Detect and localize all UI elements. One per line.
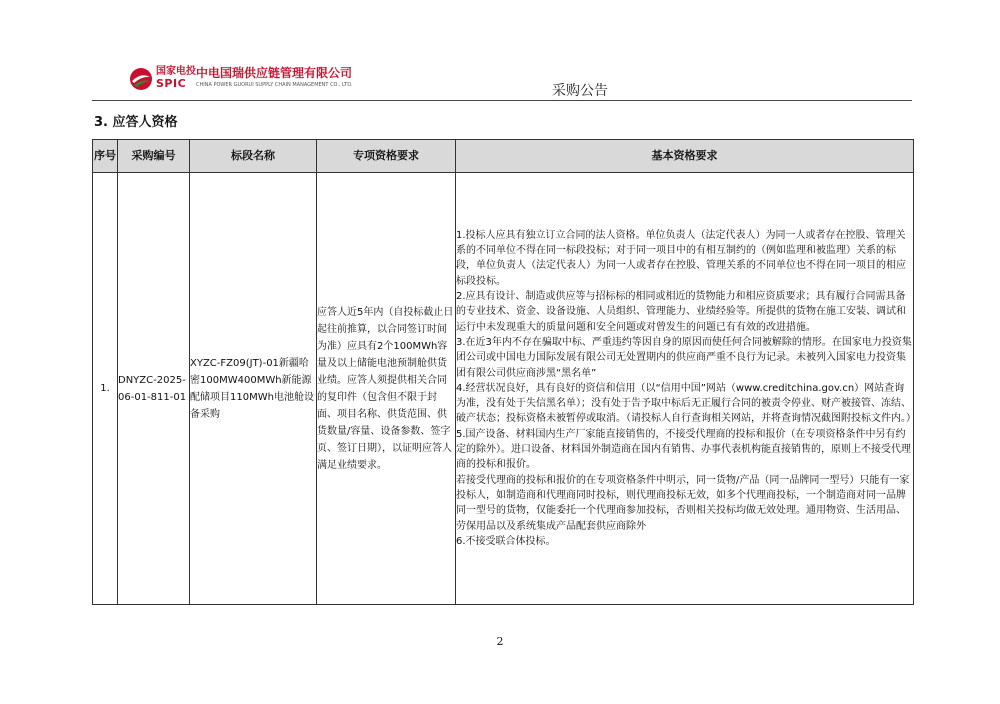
cell-code: DNYZC-2025-06-01-811-01 — [118, 173, 190, 605]
page-number: 2 — [496, 635, 504, 648]
company-name-en: CHINA POWER GUORUI SUPPLY CHAIN MANAGEMENT CO., LTD. — [196, 82, 353, 88]
basic-requirement-6: 6.不接受联合体投标。 — [456, 535, 556, 547]
logo-brand-en-text: SPIC — [156, 77, 187, 90]
company-logo — [128, 64, 368, 98]
basic-requirement-1: 1.投标人应具有独立订立合同的法人资格。单位负责人（法定代表人）为同一人或者存在控股、管理关系的不同单位不得在同一标段投标；对于同一项目中的有相互制约的（例如监理和被监理）关系的标段，单位负责人（法定代表人）为同一人或者存在控股、管理关系的不同单位也不得在同一项目的相应标段投标。 — [456, 229, 906, 287]
logo-brand-text: 国家电投 — [156, 66, 196, 77]
cell-basic-requirements — [456, 173, 914, 605]
company-name: 中电国瑞供应链管理有限公司 — [196, 66, 353, 80]
basic-requirement-2: 2.应具有设计、制造或供应等与招标标的相同或相近的货物能力和相应资质要求；具有履行合同需具备的专业技术、资金、设备设施、人员组织、管理能力、业绩经验等。所提供的货物在施工安装、调试和运行中未发现重大的质量问题和安全问题或对曾发生的问题已有有效的改进措施。 — [456, 291, 906, 333]
table-row — [93, 173, 914, 605]
cell-name: XYZC-FZ09(JT)-01新疆哈密100MW400MWh新能源配储项目110MWh电池舱设备采购 — [190, 173, 317, 605]
col-header-code: 采购编号 — [118, 140, 190, 173]
spic-logo-icon — [128, 66, 154, 92]
col-header-special: 专项资格要求 — [317, 140, 456, 173]
section-title: 3. 应答人资格 — [94, 115, 178, 130]
document-type: 采购公告 — [552, 83, 608, 99]
cell-special-requirements: 应答人近5年内（自投标截止日起往前推算，以合同签订时间为准）应具有2个100MWh容量及以上储能电池预制舱供货业绩。应答人须提供相关合同的复印件（包含但不限于封面、项目名称、供货范围、供货数量/容量、设备参数、签字页、签订日期），以证明应答人满足业绩要求。 — [317, 173, 456, 605]
basic-requirement-5-note: 若接受代理商的投标和报价的在专项资格条件中明示，同一货物/产品（同一品牌同一型号）只能有一家投标人，如制造商和代理商同时投标，则代理商投标无效，如多个代理商投标，一个制造商对同一品牌同一型号的货物，仅能委托一个代理商参加投标，否则相关投标均做无效处理。通用物资、生活用品、劳保用品以及系统集成产品配套供应商除外 — [456, 474, 910, 532]
qualification-table — [92, 139, 914, 605]
basic-requirement-4: 4.经营状况良好，具有良好的资信和信用（以“信用中国”网站（www.creditchina.gov.cn）网站查询为准，没有处于失信黑名单）；没有处于告予取中标后无正履行合同的被责令停业、财产被接管、冻结、破产状态；投标资格未被暂停或取消。（请投标人自行查询相关网站，并将查询情况截图附投标文件内。） — [456, 382, 916, 425]
col-header-seq: 序号 — [93, 140, 118, 173]
basic-requirement-3: 3.在近3年内不存在骗取中标、严重违约等因自身的原因而使任何合同被解除的情形。在国家电力投资集团公司或中国电力国际发展有限公司无处置期内的供应商严重不良行为记录。未被列入国家电力投资集团有限公司供应商涉黑“黑名单” — [456, 336, 912, 379]
basic-requirement-5: 5.国产设备、材料国内生产厂家能直接销售的，不接受代理商的投标和报价（在专项资格条件中另有约定的除外）。进口设备、材料国外制造商在国内有销售、办事代表机构能直接销售的，原则上不接受代理商的投标和报价。 — [456, 428, 911, 471]
table-header-row — [93, 140, 914, 173]
col-header-name: 标段名称 — [190, 140, 317, 173]
header-divider — [92, 100, 912, 101]
col-header-basic: 基本资格要求 — [456, 140, 914, 173]
cell-seq: 1. — [93, 173, 118, 605]
